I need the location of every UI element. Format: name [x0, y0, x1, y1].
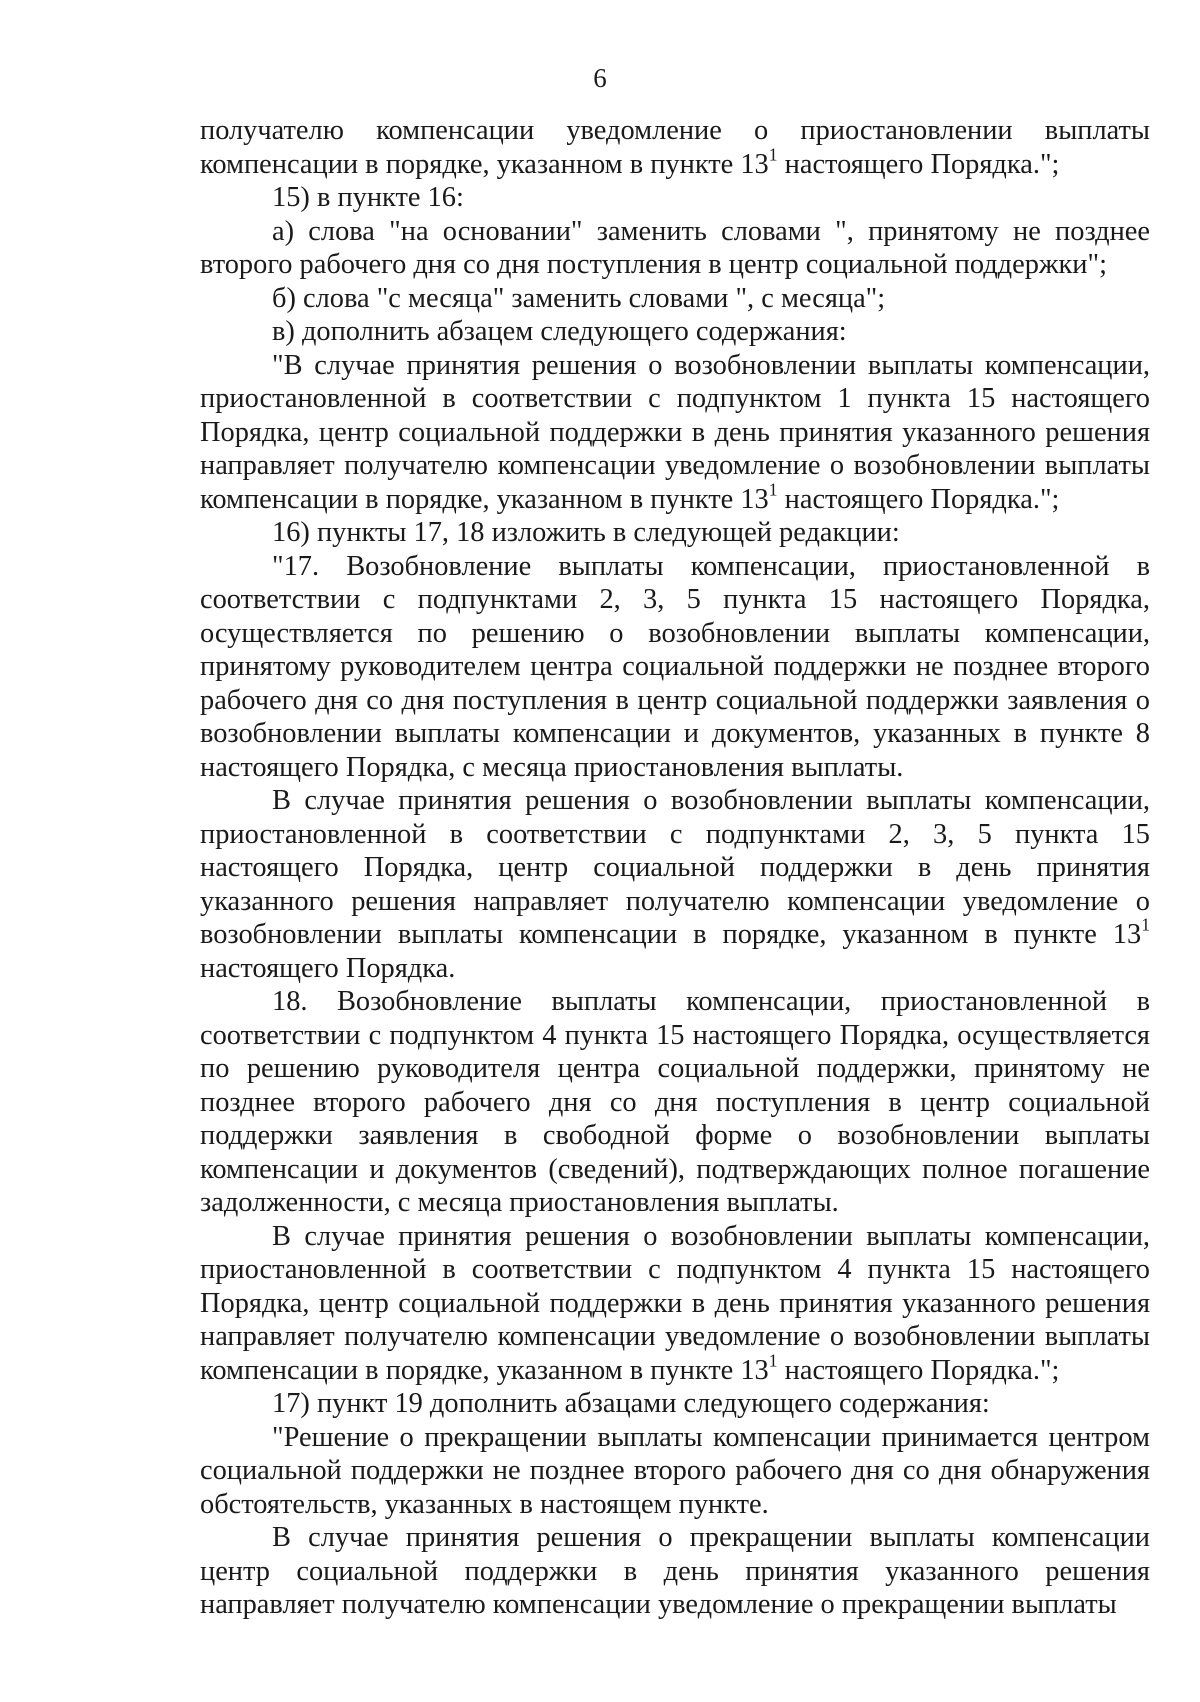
paragraph [200, 784, 1150, 985]
paragraph [200, 985, 1150, 1220]
paragraph [200, 349, 1150, 517]
paragraph [200, 181, 1150, 215]
superscript: 1 [768, 478, 778, 499]
paragraph-text-tail: настоящего Порядка. [200, 952, 456, 984]
paragraph [200, 550, 1150, 785]
paragraph-text: В случае принятия решения о прекращении выплаты компенсации центр социальной поддержки в день принятия указанного решения направляет получателю компенсации уведомление о прекращении выплаты [200, 1522, 1150, 1620]
paragraph [200, 315, 1150, 349]
superscript: 1 [768, 1349, 778, 1370]
paragraph-text: "17. Возобновление выплаты компенсации, приостановленной в соответствии с подпунктами 2, 3, 5 пункта 15 настоящего Порядка, осуществляется по решению о возобновлении выплаты компенсации, принятому руководителем центра социальной поддержки не позднее второго рабочего дня со дня поступления в центр социальной поддержки заявления о возобновлении выплаты компенсации и документов, указанных в пункте 8 настоящего Порядка, с месяца приостановления выплаты. [200, 550, 1150, 783]
paragraph [200, 516, 1150, 550]
paragraph-text: 17) пункт 19 дополнить абзацами следующего содержания: [272, 1388, 990, 1419]
superscript: 1 [768, 143, 778, 164]
paragraph-text: 16) пункты 17, 18 изложить в следующей редакции: [272, 517, 900, 548]
paragraph [200, 282, 1150, 316]
paragraph [200, 1521, 1150, 1622]
paragraph-text: получателю компенсации уведомление о приостановлении выплаты компенсации в порядке, указанном в пункте 13 [200, 115, 1150, 180]
paragraph [200, 215, 1150, 282]
paragraph [200, 1220, 1150, 1388]
paragraph-text: В случае принятия решения о возобновлении выплаты компенсации, приостановленной в соответствии с подпунктом 4 пункта 15 настоящего Порядка, центр социальной поддержки в день принятия указанного решения направляет получателю компенсации уведомление о возобновлении выплаты компенсации в порядке, указанном в пункте 13 [200, 1220, 1150, 1386]
paragraph-text: В случае принятия решения о возобновлении выплаты компенсации, приостановленной в соответствии с подпунктами 2, 3, 5 пункта 15 настоящего Порядка, центр социальной поддержки в день принятия указанного решения направляет получателю компенсации уведомление о возобновлении выплаты компенсации в порядке, указанном в пункте 13 [200, 785, 1150, 950]
paragraph-text: "В случае принятия решения о возобновлении выплаты компенсации, приостановленной в соответствии с подпунктом 1 пункта 15 настоящего Порядка, центр социальной поддержки в день принятия указанного решения направляет получателю компенсации уведомление о возобновлении выплаты компенсации в порядке, указанном в пункте 13 [200, 349, 1150, 515]
paragraph-text-tail: настоящего Порядка."; [777, 483, 1060, 515]
paragraph-text: б) слова "с месяца" заменить словами ", с месяца"; [272, 282, 886, 314]
paragraph-text-tail: настоящего Порядка."; [777, 1354, 1060, 1386]
paragraph-text: 18. Возобновление выплаты компенсации, приостановленной в соответствии с подпунктом 4 пункта 15 настоящего Порядка, осуществляется по решению руководителя центра социальной поддержки, принятому не позднее второго рабочего дня со дня поступления в центр социальной поддержки заявления в свободной форме о возобновлении выплаты компенсации и документов (сведений), подтверждающих полное погашение задолженности, с месяца приостановления выплаты. [200, 986, 1150, 1218]
paragraph-text-tail: настоящего Порядка."; [777, 148, 1060, 180]
paragraph-text: а) слова "на основании" заменить словами ", принятому не позднее второго рабочего дня со дня поступления в центр социальной поддержки"; [200, 215, 1150, 280]
paragraph [200, 1387, 1150, 1421]
paragraph-text: "Решение о прекращении выплаты компенсации принимается центром социальной поддержки не позднее второго рабочего дня со дня обнаружения обстоятельств, указанных в настоящем пункте. [200, 1421, 1150, 1520]
paragraph-text: 15) в пункте 16: [272, 182, 464, 213]
page-number: 6 [593, 63, 607, 93]
document-body [200, 114, 1150, 1622]
paragraph-text: в) дополнить абзацем следующего содержания: [272, 316, 847, 347]
superscript: 1 [1141, 914, 1150, 935]
paragraph [200, 1421, 1150, 1522]
paragraph [200, 114, 1150, 181]
